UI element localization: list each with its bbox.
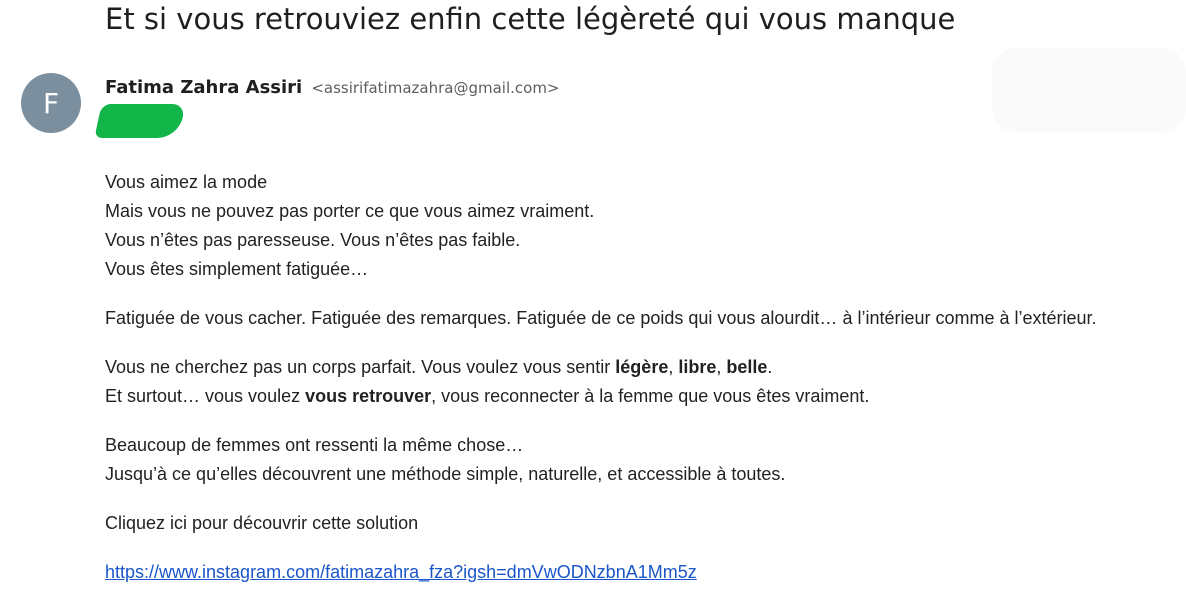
- body-line: Cliquez ici pour découvrir cette solution: [105, 513, 419, 533]
- body-paragraph-link: [105, 558, 1186, 587]
- text-segment: , vous reconnecter à la femme que vous êtes vraiment.: [431, 386, 870, 406]
- body-line: [105, 382, 1186, 411]
- body-line: [105, 353, 1186, 382]
- instagram-link[interactable]: https://www.instagram.com/fatimazahra_fza?igsh=dmVwODNzbnA1Mm5z: [105, 562, 697, 582]
- email-body: [105, 168, 1186, 593]
- body-paragraph-5: [105, 509, 1186, 538]
- sender-avatar[interactable]: [21, 73, 81, 133]
- sender-name[interactable]: Fatima Zahra Assiri: [105, 77, 303, 98]
- sender-email: <assirifatimazahra@gmail.com>: [311, 79, 560, 97]
- bold-text: vous retrouver: [305, 386, 432, 406]
- body-paragraph-1: [105, 168, 1186, 284]
- text-segment: Et surtout… vous voulez: [105, 386, 306, 406]
- body-paragraph-2: [105, 304, 1186, 333]
- avatar-letter: F: [42, 86, 60, 120]
- faded-header-area: [992, 48, 1186, 132]
- sender-info: [105, 77, 560, 98]
- bold-text: belle: [726, 357, 768, 377]
- body-line: Mais vous ne pouvez pas porter ce que vous aimez vraiment.: [105, 201, 595, 221]
- body-line: Vous êtes simplement fatiguée…: [105, 259, 369, 279]
- body-line: Fatiguée de vous cacher. Fatiguée des remarques. Fatiguée de ce poids qui vous alourdit… à l’intérieur comme à l’extérieur.: [105, 308, 1097, 328]
- bold-text: légère: [615, 357, 669, 377]
- bold-text: libre: [678, 357, 717, 377]
- body-line: Jusqu’à ce qu’elles découvrent une méthode simple, naturelle, et accessible à toutes.: [105, 464, 786, 484]
- text-segment: .: [767, 357, 773, 377]
- body-line: Vous n’êtes pas paresseuse. Vous n’êtes pas faible.: [105, 230, 521, 250]
- redaction-mark: [94, 104, 185, 138]
- text-segment: ,: [716, 357, 727, 377]
- body-paragraph-3: [105, 353, 1186, 411]
- body-line: Beaucoup de femmes ont ressenti la même chose…: [105, 435, 524, 455]
- text-segment: ,: [668, 357, 679, 377]
- email-subject: Et si vous retrouviez enfin cette légèreté qui vous manque: [105, 2, 956, 36]
- text-segment: Vous ne cherchez pas un corps parfait. Vous voulez vous sentir: [105, 357, 616, 377]
- body-line: Vous aimez la mode: [105, 172, 268, 192]
- body-paragraph-4: [105, 431, 1186, 489]
